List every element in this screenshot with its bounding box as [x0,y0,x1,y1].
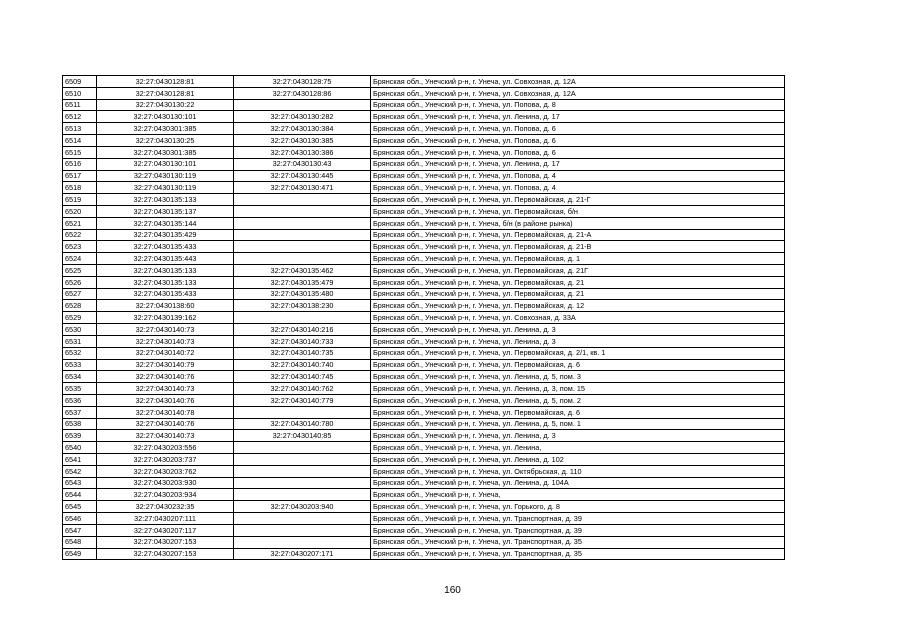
cadastral-number-cell: 32:27:0430135:133 [97,276,234,288]
cadastral-number-cell: 32:27:0430301:385 [97,123,234,135]
row-number-cell: 6544 [63,489,97,501]
related-cadastral-number-cell: 32:27:0430130:445 [234,170,371,182]
related-cadastral-number-cell [234,442,371,454]
address-cell: Брянская обл., Унечский р-н, г. Унеча, ул. Первомайская, д. 6 [371,359,785,371]
address-cell: Брянская обл., Унечский р-н, г. Унеча, ул. Транспортная, д. 39 [371,524,785,536]
related-cadastral-number-cell: 32:27:0430130:43 [234,158,371,170]
table-row [63,276,785,288]
cadastral-number-cell: 32:27:0430140:76 [97,394,234,406]
table-row [63,229,785,241]
table-row [63,359,785,371]
table-row [63,548,785,560]
cadastral-number-cell: 32:27:0430130:22 [97,99,234,111]
row-number-cell: 6520 [63,205,97,217]
table-row [63,111,785,123]
table-row [63,194,785,206]
address-cell: Брянская обл., Унечский р-н, г. Унеча, ул. Транспортная, д. 35 [371,548,785,560]
cadastral-number-cell: 32:27:0430140:72 [97,347,234,359]
row-number-cell: 6533 [63,359,97,371]
row-number-cell: 6530 [63,324,97,336]
row-number-cell: 6534 [63,371,97,383]
row-number-cell: 6543 [63,477,97,489]
related-cadastral-number-cell [234,312,371,324]
related-cadastral-number-cell [234,406,371,418]
table-row [63,524,785,536]
row-number-cell: 6537 [63,406,97,418]
related-cadastral-number-cell [234,205,371,217]
cadastral-number-cell: 32:27:0430128:81 [97,76,234,88]
cadastral-number-cell: 32:27:0430130:101 [97,111,234,123]
cadastral-number-cell: 32:27:0430207:117 [97,524,234,536]
related-cadastral-number-cell: 32:27:0430140:780 [234,418,371,430]
table-row [63,442,785,454]
cadastral-number-cell: 32:27:0430135:443 [97,253,234,265]
row-number-cell: 6547 [63,524,97,536]
related-cadastral-number-cell: 32:27:0430130:471 [234,182,371,194]
table-row [63,217,785,229]
cadastral-number-cell: 32:27:0430130:25 [97,135,234,147]
row-number-cell: 6545 [63,501,97,513]
related-cadastral-number-cell: 32:27:0430135:479 [234,276,371,288]
row-number-cell: 6519 [63,194,97,206]
related-cadastral-number-cell: 32:27:0430140:745 [234,371,371,383]
table-row [63,454,785,466]
page-number: 160 [444,585,461,596]
table-row [63,371,785,383]
related-cadastral-number-cell: 32:27:0430135:462 [234,265,371,277]
table-row [63,87,785,99]
row-number-cell: 6509 [63,76,97,88]
related-cadastral-number-cell [234,194,371,206]
table-row [63,76,785,88]
cadastral-number-cell: 32:27:0430140:79 [97,359,234,371]
table-row [63,477,785,489]
address-cell: Брянская обл., Унечский р-н, г. Унеча, ул. Ленина, д. 3 [371,430,785,442]
address-cell: Брянская обл., Унечский р-н, г. Унеча, ул. Транспортная, д. 35 [371,536,785,548]
row-number-cell: 6540 [63,442,97,454]
row-number-cell: 6514 [63,135,97,147]
cadastral-number-cell: 32:27:0430140:73 [97,335,234,347]
table-row [63,335,785,347]
cadastral-number-cell: 32:27:0430135:133 [97,265,234,277]
table-row [63,253,785,265]
related-cadastral-number-cell [234,241,371,253]
address-cell: Брянская обл., Унечский р-н, г. Унеча, ул. Первомайская, д. 21 [371,288,785,300]
address-cell: Брянская обл., Унечский р-н, г. Унеча, ул. Ленина, д. 104А [371,477,785,489]
table-row [63,465,785,477]
address-cell: Брянская обл., Унечский р-н, г. Унеча, ул. Попова, д. 6 [371,123,785,135]
cadastral-number-cell: 32:27:0430203:556 [97,442,234,454]
related-cadastral-number-cell [234,524,371,536]
cadastral-number-cell: 32:27:0430140:78 [97,406,234,418]
address-cell: Брянская обл., Унечский р-н, г. Унеча, б/н (в районе рынка) [371,217,785,229]
address-cell: Брянская обл., Унечский р-н, г. Унеча, ул. Совхозная, д. 12А [371,87,785,99]
address-cell: Брянская обл., Унечский р-н, г. Унеча, ул. Ленина, д. 3 [371,324,785,336]
related-cadastral-number-cell [234,229,371,241]
cadastral-number-cell: 32:27:0430203:762 [97,465,234,477]
cadastral-number-cell: 32:27:0430140:73 [97,383,234,395]
row-number-cell: 6536 [63,394,97,406]
cadastral-number-cell: 32:27:0430135:137 [97,205,234,217]
address-cell: Брянская обл., Унечский р-н, г. Унеча, ул. Горького, д. 8 [371,501,785,513]
related-cadastral-number-cell: 32:27:0430135:480 [234,288,371,300]
row-number-cell: 6526 [63,276,97,288]
row-number-cell: 6511 [63,99,97,111]
table-row [63,265,785,277]
address-cell: Брянская обл., Унечский р-н, г. Унеча, ул. Первомайская, д. 21Г [371,265,785,277]
address-cell: Брянская обл., Унечский р-н, г. Унеча, ул. Ленина, д. 3 [371,335,785,347]
row-number-cell: 6541 [63,454,97,466]
related-cadastral-number-cell: 32:27:0430140:740 [234,359,371,371]
cadastral-number-cell: 32:27:0430140:76 [97,418,234,430]
related-cadastral-number-cell [234,99,371,111]
cadastral-number-cell: 32:27:0430135:144 [97,217,234,229]
cadastral-number-cell: 32:27:0430203:934 [97,489,234,501]
row-number-cell: 6515 [63,146,97,158]
row-number-cell: 6512 [63,111,97,123]
address-cell: Брянская обл., Унечский р-н, г. Унеча, ул. Ленина, д. 3, пом. 15 [371,383,785,395]
row-number-cell: 6542 [63,465,97,477]
related-cadastral-number-cell [234,217,371,229]
row-number-cell: 6529 [63,312,97,324]
related-cadastral-number-cell [234,489,371,501]
address-cell: Брянская обл., Унечский р-н, г. Унеча, ул. Первомайская, д. 21-А [371,229,785,241]
cadastral-number-cell: 32:27:0430130:101 [97,158,234,170]
address-cell: Брянская обл., Унечский р-н, г. Унеча, ул. Попова, д. 4 [371,170,785,182]
related-cadastral-number-cell [234,454,371,466]
address-cell: Брянская обл., Унечский р-н, г. Унеча, ул. Совхозная, д. 12А [371,76,785,88]
table-row [63,406,785,418]
row-number-cell: 6517 [63,170,97,182]
address-cell: Брянская обл., Унечский р-н, г. Унеча, ул. Первомайская, д. 12 [371,300,785,312]
table-row [63,182,785,194]
row-number-cell: 6549 [63,548,97,560]
related-cadastral-number-cell [234,536,371,548]
cadastral-number-cell: 32:27:0430207:153 [97,548,234,560]
table-row [63,135,785,147]
address-cell: Брянская обл., Унечский р-н, г. Унеча, ул. Первомайская, д. 1 [371,253,785,265]
related-cadastral-number-cell [234,513,371,525]
cadastral-number-cell: 32:27:0430135:133 [97,194,234,206]
table-row [63,99,785,111]
related-cadastral-number-cell: 32:27:0430130:385 [234,135,371,147]
table-row [63,536,785,548]
cadastral-number-cell: 32:27:0430130:119 [97,182,234,194]
row-number-cell: 6523 [63,241,97,253]
related-cadastral-number-cell [234,477,371,489]
table-row [63,347,785,359]
related-cadastral-number-cell: 32:27:0430130:384 [234,123,371,135]
related-cadastral-number-cell [234,465,371,477]
address-cell: Брянская обл., Унечский р-н, г. Унеча, ул. Первомайская, д. 2/1, кв. 1 [371,347,785,359]
address-cell: Брянская обл., Унечский р-н, г. Унеча, ул. Совхозная, д. 33А [371,312,785,324]
row-number-cell: 6510 [63,87,97,99]
cadastral-number-cell: 32:27:0430140:76 [97,371,234,383]
cadastral-number-cell: 32:27:0430140:73 [97,430,234,442]
registry-table [62,75,785,560]
row-number-cell: 6525 [63,265,97,277]
table-row [63,288,785,300]
cadastral-number-cell: 32:27:0430301:385 [97,146,234,158]
row-number-cell: 6548 [63,536,97,548]
address-cell: Брянская обл., Унечский р-н, г. Унеча, ул. Ленина, д. 5, пом. 3 [371,371,785,383]
table-row [63,324,785,336]
related-cadastral-number-cell: 32:27:0430140:779 [234,394,371,406]
address-cell: Брянская обл., Унечский р-н, г. Унеча, ул. Попова, д. 6 [371,146,785,158]
row-number-cell: 6538 [63,418,97,430]
address-cell: Брянская обл., Унечский р-н, г. Унеча, ул. Попова, д. 6 [371,135,785,147]
address-cell: Брянская обл., Унечский р-н, г. Унеча, ул. Ленина, д. 17 [371,111,785,123]
row-number-cell: 6539 [63,430,97,442]
table-row [63,383,785,395]
related-cadastral-number-cell: 32:27:0430207:171 [234,548,371,560]
table-row [63,205,785,217]
row-number-cell: 6546 [63,513,97,525]
registry-table-body [63,76,785,560]
address-cell: Брянская обл., Унечский р-н, г. Унеча, ул. Первомайская, д. 21-В [371,241,785,253]
cadastral-number-cell: 32:27:0430207:111 [97,513,234,525]
related-cadastral-number-cell: 32:27:0430128:86 [234,87,371,99]
related-cadastral-number-cell [234,253,371,265]
cadastral-number-cell: 32:27:0430203:737 [97,454,234,466]
related-cadastral-number-cell: 32:27:0430130:282 [234,111,371,123]
related-cadastral-number-cell: 32:27:0430130:386 [234,146,371,158]
address-cell: Брянская обл., Унечский р-н, г. Унеча, ул. Транспортная, д. 39 [371,513,785,525]
cadastral-number-cell: 32:27:0430140:73 [97,324,234,336]
related-cadastral-number-cell: 32:27:0430140:85 [234,430,371,442]
row-number-cell: 6532 [63,347,97,359]
address-cell: Брянская обл., Унечский р-н, г. Унеча, ул. Ленина, д. 102 [371,454,785,466]
address-cell: Брянская обл., Унечский р-н, г. Унеча, ул. Октябрьская, д. 110 [371,465,785,477]
cadastral-number-cell: 32:27:0430135:433 [97,288,234,300]
cadastral-number-cell: 32:27:0430135:429 [97,229,234,241]
address-cell: Брянская обл., Унечский р-н, г. Унеча, ул. Первомайская, б/н [371,205,785,217]
row-number-cell: 6522 [63,229,97,241]
cadastral-number-cell: 32:27:0430135:433 [97,241,234,253]
row-number-cell: 6535 [63,383,97,395]
address-cell: Брянская обл., Унечский р-н, г. Унеча, ул. Первомайская, д. 21 [371,276,785,288]
related-cadastral-number-cell: 32:27:0430138:230 [234,300,371,312]
address-cell: Брянская обл., Унечский р-н, г. Унеча, ул. Первомайская, д. 6 [371,406,785,418]
table-row [63,430,785,442]
related-cadastral-number-cell: 32:27:0430140:735 [234,347,371,359]
address-cell: Брянская обл., Унечский р-н, г. Унеча, ул. Попова, д. 8 [371,99,785,111]
cadastral-number-cell: 32:27:0430138:60 [97,300,234,312]
address-cell: Брянская обл., Унечский р-н, г. Унеча, [371,489,785,501]
table-row [63,513,785,525]
related-cadastral-number-cell: 32:27:0430140:762 [234,383,371,395]
row-number-cell: 6531 [63,335,97,347]
address-cell: Брянская обл., Унечский р-н, г. Унеча, ул. Ленина, д. 5, пом. 1 [371,418,785,430]
related-cadastral-number-cell: 32:27:0430203:940 [234,501,371,513]
address-cell: Брянская обл., Унечский р-н, г. Унеча, ул. Ленина, д. 17 [371,158,785,170]
row-number-cell: 6521 [63,217,97,229]
cadastral-number-cell: 32:27:0430203:930 [97,477,234,489]
table-row [63,158,785,170]
table-row [63,394,785,406]
row-number-cell: 6528 [63,300,97,312]
table-row [63,146,785,158]
row-number-cell: 6516 [63,158,97,170]
row-number-cell: 6527 [63,288,97,300]
table-row [63,418,785,430]
table-row [63,123,785,135]
cadastral-number-cell: 32:27:0430232:35 [97,501,234,513]
table-row [63,300,785,312]
address-cell: Брянская обл., Унечский р-н, г. Унеча, ул. Ленина, д. 5, пом. 2 [371,394,785,406]
table-row [63,501,785,513]
row-number-cell: 6513 [63,123,97,135]
related-cadastral-number-cell: 32:27:0430140:216 [234,324,371,336]
cadastral-number-cell: 32:27:0430128:81 [97,87,234,99]
address-cell: Брянская обл., Унечский р-н, г. Унеча, ул. Первомайская, д. 21-Г [371,194,785,206]
related-cadastral-number-cell: 32:27:0430128:75 [234,76,371,88]
table-row [63,312,785,324]
row-number-cell: 6524 [63,253,97,265]
cadastral-number-cell: 32:27:0430207:153 [97,536,234,548]
address-cell: Брянская обл., Унечский р-н, г. Унеча, ул. Ленина, [371,442,785,454]
related-cadastral-number-cell: 32:27:0430140:733 [234,335,371,347]
table-row [63,489,785,501]
cadastral-number-cell: 32:27:0430130:119 [97,170,234,182]
table-row [63,241,785,253]
cadastral-number-cell: 32:27:0430139:162 [97,312,234,324]
address-cell: Брянская обл., Унечский р-н, г. Унеча, ул. Попова, д. 4 [371,182,785,194]
table-row [63,170,785,182]
row-number-cell: 6518 [63,182,97,194]
